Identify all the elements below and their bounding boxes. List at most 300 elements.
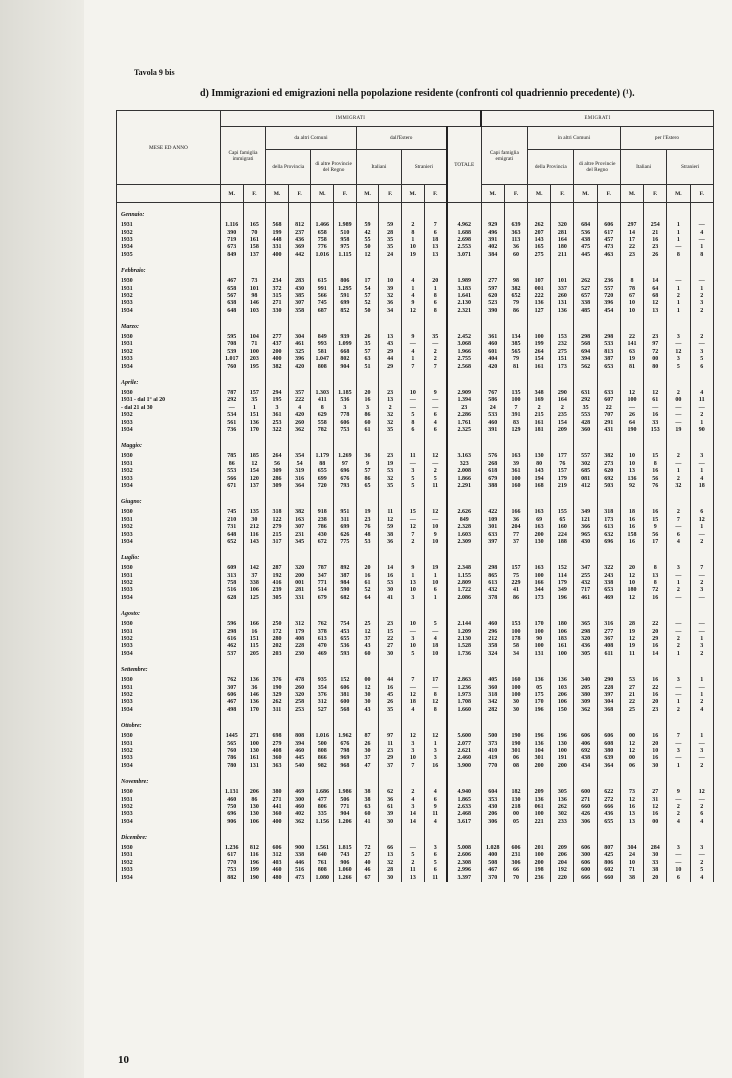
- table-cell: 17: [356, 278, 379, 285]
- table-cell: 258: [288, 699, 311, 706]
- table-cell: 235: [551, 412, 574, 419]
- empty-cell: [311, 770, 334, 789]
- table-cell: 2: [667, 587, 690, 594]
- table-cell: 460: [220, 796, 243, 803]
- table-cell: 081: [574, 475, 597, 482]
- empty-cell: [620, 371, 643, 390]
- empty-cell: [288, 602, 311, 621]
- table-cell: 432: [574, 580, 597, 587]
- table-cell: 152: [334, 677, 357, 684]
- table-cell: 597: [481, 285, 504, 292]
- table-cell: 2.286: [447, 412, 481, 419]
- empty-cell: [379, 602, 402, 621]
- empty-cell: [528, 602, 551, 621]
- table-cell: —: [402, 517, 425, 524]
- table-row: [117, 419, 714, 426]
- empty-cell: [220, 490, 243, 509]
- table-cell: —: [667, 573, 690, 580]
- empty-cell: [356, 259, 379, 278]
- table-cell: 11: [424, 874, 447, 881]
- empty-cell: [620, 490, 643, 509]
- table-cell: 220: [551, 874, 574, 881]
- empty-cell: [551, 602, 574, 621]
- table-cell: 430: [311, 531, 334, 538]
- empty-cell: [311, 826, 334, 845]
- table-cell: 317: [266, 539, 289, 546]
- table-cell: 2: [690, 651, 714, 658]
- table-cell: 425: [597, 852, 620, 859]
- empty-cell: [528, 658, 551, 677]
- table-cell: 83: [504, 419, 527, 426]
- table-cell: 36: [504, 244, 527, 251]
- table-cell: 613: [481, 580, 504, 587]
- table-cell: —: [667, 628, 690, 635]
- table-cell: 325: [288, 349, 311, 356]
- table-cell: 410: [481, 748, 504, 755]
- table-cell: 36: [379, 539, 402, 546]
- table-cell: 136: [243, 677, 266, 684]
- table-cell: 2.308: [447, 860, 481, 867]
- table-cell: 358: [288, 308, 311, 315]
- table-cell: 90: [528, 636, 551, 643]
- row-year-label: 1933: [117, 531, 221, 538]
- table-cell: 163: [288, 517, 311, 524]
- table-cell: 23: [620, 252, 643, 259]
- table-cell: 387: [334, 573, 357, 580]
- table-row: [117, 845, 714, 852]
- table-cell: 363: [266, 763, 289, 770]
- table-cell: 3: [690, 587, 714, 594]
- table-cell: 10: [424, 580, 447, 587]
- row-year-label: 1932: [117, 804, 221, 811]
- table-cell: 17: [620, 237, 643, 244]
- empty-cell: [551, 826, 574, 845]
- table-cell: 300: [288, 796, 311, 803]
- empty-cell: [311, 658, 334, 677]
- table-cell: —: [690, 237, 714, 244]
- table-cell: 35: [379, 237, 402, 244]
- section-month-label: Agosto:: [117, 602, 221, 621]
- empty-cell: [504, 371, 527, 390]
- table-cell: 786: [311, 524, 334, 531]
- table-cell: 12: [667, 349, 690, 356]
- table-cell: 14: [620, 229, 643, 236]
- table-cell: 666: [574, 874, 597, 881]
- table-cell: 9: [424, 804, 447, 811]
- row-year-label: 1932: [117, 293, 221, 300]
- empty-cell: [220, 602, 243, 621]
- table-cell: 16: [644, 677, 667, 684]
- table-cell: 72: [644, 587, 667, 594]
- empty-cell: [644, 546, 667, 565]
- table-cell: 363: [504, 229, 527, 236]
- table-cell: 25: [356, 621, 379, 628]
- table-cell: 1: [690, 468, 714, 475]
- table-cell: 141: [620, 341, 643, 348]
- table-cell: 306: [504, 860, 527, 867]
- table-cell: 666: [597, 804, 620, 811]
- table-cell: 655: [597, 818, 620, 825]
- empty-cell: [690, 770, 714, 789]
- table-cell: 161: [243, 755, 266, 762]
- section-month-label: Marzo:: [117, 315, 221, 334]
- table-cell: 2.309: [447, 539, 481, 546]
- table-row: [117, 252, 714, 259]
- table-cell: 211: [551, 252, 574, 259]
- table-cell: 3: [690, 453, 714, 460]
- table-cell: 533: [481, 412, 504, 419]
- section-header-row: [117, 259, 714, 278]
- table-cell: 30: [379, 818, 402, 825]
- table-cell: 9: [644, 524, 667, 531]
- table-cell: 153: [644, 427, 667, 434]
- table-cell: 34: [379, 308, 402, 315]
- empty-cell: [481, 658, 504, 677]
- table-cell: 12: [243, 461, 266, 468]
- table-row: [117, 517, 714, 524]
- table-cell: 209: [528, 789, 551, 796]
- table-cell: 402: [481, 244, 504, 251]
- table-cell: 558: [311, 419, 334, 426]
- table-cell: 353: [481, 796, 504, 803]
- table-cell: 304: [620, 845, 643, 852]
- table-cell: 27: [356, 852, 379, 859]
- table-cell: 164: [551, 397, 574, 404]
- table-cell: 10: [424, 539, 447, 546]
- table-row: [117, 867, 714, 874]
- table-row: [117, 405, 714, 412]
- table-row: [117, 293, 714, 300]
- table-cell: 27: [644, 789, 667, 796]
- table-cell: 9: [402, 300, 425, 307]
- table-cell: 1: [690, 636, 714, 643]
- table-cell: 199: [266, 229, 289, 236]
- empty-cell: [424, 826, 447, 845]
- table-cell: —: [667, 852, 690, 859]
- table-cell: 337: [551, 285, 574, 292]
- table-cell: 696: [597, 539, 620, 546]
- empty-cell: [447, 546, 481, 565]
- table-cell: 64: [644, 285, 667, 292]
- empty-cell: [620, 658, 643, 677]
- row-year-label: 1931: [117, 461, 221, 468]
- table-cell: 61: [379, 804, 402, 811]
- table-cell: 48: [356, 531, 379, 538]
- table-cell: 54: [356, 285, 379, 292]
- table-row: [117, 811, 714, 818]
- table-cell: 20: [356, 565, 379, 572]
- empty-cell: [447, 371, 481, 390]
- table-cell: 10: [402, 621, 425, 628]
- table-cell: 116: [243, 531, 266, 538]
- empty-cell: [334, 826, 357, 845]
- table-cell: 282: [481, 707, 504, 714]
- table-cell: 1.528: [447, 643, 481, 650]
- table-row: [117, 707, 714, 714]
- table-cell: 606: [266, 845, 289, 852]
- row-year-label: 1932: [117, 468, 221, 475]
- table-cell: 1.047: [311, 356, 334, 363]
- table-cell: 687: [311, 308, 334, 315]
- table-cell: 218: [504, 804, 527, 811]
- table-cell: 212: [481, 636, 504, 643]
- table-cell: —: [667, 524, 690, 531]
- table-cell: 32: [379, 419, 402, 426]
- table-cell: 136: [528, 677, 551, 684]
- row-year-label: - dal 21 al 30: [117, 405, 221, 412]
- table-cell: 1: [402, 356, 425, 363]
- table-cell: 311: [334, 517, 357, 524]
- empty-cell: [690, 315, 714, 334]
- table-row: [117, 468, 714, 475]
- table-cell: 103: [551, 684, 574, 691]
- table-cell: 335: [311, 811, 334, 818]
- table-cell: 865: [481, 573, 504, 580]
- table-cell: 1.185: [334, 390, 357, 397]
- table-cell: 3.617: [447, 818, 481, 825]
- table-cell: 20: [620, 565, 643, 572]
- table-cell: 231: [288, 531, 311, 538]
- row-year-label: 1933: [117, 699, 221, 706]
- table-cell: 448: [266, 237, 289, 244]
- table-cell: 294: [266, 390, 289, 397]
- table-cell: 340: [574, 677, 597, 684]
- header-femmine: F.: [644, 185, 667, 203]
- table-cell: 35: [574, 405, 597, 412]
- table-cell: 566: [311, 293, 334, 300]
- table-cell: 397: [597, 692, 620, 699]
- table-cell: 9: [667, 789, 690, 796]
- table-cell: 378: [311, 628, 334, 635]
- table-cell: 101: [243, 285, 266, 292]
- table-cell: 719: [220, 237, 243, 244]
- migration-table: [116, 110, 714, 882]
- table-cell: 63: [356, 804, 379, 811]
- table-cell: 3: [667, 748, 690, 755]
- row-year-label: 1934: [117, 595, 221, 602]
- table-cell: 3: [424, 845, 447, 852]
- table-cell: 626: [334, 531, 357, 538]
- table-cell: 540: [288, 763, 311, 770]
- table-cell: 354: [288, 453, 311, 460]
- table-cell: 64: [620, 419, 643, 426]
- empty-cell: [620, 714, 643, 733]
- empty-cell: [402, 714, 425, 733]
- empty-cell: [528, 434, 551, 453]
- table-cell: —: [620, 405, 643, 412]
- table-cell: 2.460: [447, 755, 481, 762]
- row-year-label: 1933: [117, 356, 221, 363]
- empty-cell: [288, 203, 311, 223]
- table-cell: 1: [690, 692, 714, 699]
- table-cell: 16: [644, 643, 667, 650]
- table-cell: 36: [243, 684, 266, 691]
- header-altre-provincie: di altre Provincie del Regno: [311, 150, 356, 185]
- table-cell: 508: [481, 860, 504, 867]
- table-cell: 76: [644, 483, 667, 490]
- table-row: [117, 278, 714, 285]
- table-cell: 8: [402, 419, 425, 426]
- table-cell: 1.116: [220, 222, 243, 229]
- table-row: [117, 300, 714, 307]
- table-cell: 116: [243, 852, 266, 859]
- table-cell: 419: [481, 755, 504, 762]
- table-cell: 304: [288, 334, 311, 341]
- empty-cell: [266, 315, 289, 334]
- table-row: [117, 733, 714, 740]
- table-cell: 26: [644, 252, 667, 259]
- table-cell: 500: [311, 740, 334, 747]
- table-cell: —: [690, 852, 714, 859]
- row-year-label: 1933: [117, 300, 221, 307]
- table-cell: 5: [424, 621, 447, 628]
- table-cell: 782: [311, 427, 334, 434]
- table-cell: 382: [597, 453, 620, 460]
- table-cell: 461: [288, 341, 311, 348]
- table-cell: 2.086: [447, 595, 481, 602]
- table-cell: 454: [597, 308, 620, 315]
- table-cell: 166: [504, 509, 527, 516]
- table-cell: 381: [334, 692, 357, 699]
- header-maschi: M.: [402, 185, 425, 203]
- table-row: [117, 748, 714, 755]
- table-cell: 130: [243, 748, 266, 755]
- table-row: [117, 237, 714, 244]
- empty-cell: [574, 714, 597, 733]
- empty-cell: [356, 770, 379, 789]
- table-cell: 3.397: [447, 874, 481, 881]
- empty-cell: [356, 826, 379, 845]
- empty-cell: [644, 770, 667, 789]
- table-cell: 315: [266, 293, 289, 300]
- table-cell: 5: [690, 356, 714, 363]
- table-cell: 318: [481, 692, 504, 699]
- table-cell: 380: [574, 692, 597, 699]
- table-cell: 5: [690, 867, 714, 874]
- empty-cell: [243, 259, 266, 278]
- table-cell: 143: [528, 237, 551, 244]
- table-cell: 437: [266, 341, 289, 348]
- table-cell: 660: [574, 804, 597, 811]
- table-row: [117, 341, 714, 348]
- row-year-label: 1932: [117, 349, 221, 356]
- table-cell: 20: [644, 874, 667, 881]
- table-cell: 639: [597, 755, 620, 762]
- table-cell: 30: [356, 748, 379, 755]
- empty-cell: [266, 602, 289, 621]
- table-cell: 153: [504, 621, 527, 628]
- table-cell: 22: [644, 621, 667, 628]
- empty-cell: [644, 602, 667, 621]
- table-cell: 1.986: [334, 789, 357, 796]
- header-mese: MESE ED ANNO: [117, 111, 221, 185]
- table-cell: 537: [220, 651, 243, 658]
- table-cell: 613: [311, 636, 334, 643]
- table-cell: 70: [243, 229, 266, 236]
- header-altre-provincie: di altre Provincie del Regno: [574, 150, 620, 185]
- table-cell: 4: [667, 818, 690, 825]
- table-cell: 38: [356, 796, 379, 803]
- table-cell: 131: [551, 300, 574, 307]
- table-cell: 496: [481, 229, 504, 236]
- table-cell: 9: [402, 565, 425, 572]
- table-cell: 660: [597, 874, 620, 881]
- empty-cell: [356, 546, 379, 565]
- table-cell: 86: [356, 475, 379, 482]
- table-cell: 4: [402, 278, 425, 285]
- table-cell: 131: [243, 763, 266, 770]
- table-cell: 611: [597, 651, 620, 658]
- empty-cell: [667, 770, 690, 789]
- table-cell: 199: [528, 341, 551, 348]
- row-year-label: 1933: [117, 237, 221, 244]
- empty-cell: [424, 714, 447, 733]
- table-cell: 254: [644, 222, 667, 229]
- table-cell: 196: [528, 733, 551, 740]
- section-month-label: Febbraio:: [117, 259, 221, 278]
- table-cell: 205: [574, 684, 597, 691]
- table-cell: 6: [690, 363, 714, 370]
- table-cell: 28: [379, 229, 402, 236]
- table-cell: 613: [597, 524, 620, 531]
- table-cell: 696: [220, 811, 243, 818]
- table-cell: 600: [574, 867, 597, 874]
- table-cell: 370: [481, 874, 504, 881]
- table-cell: 787: [220, 390, 243, 397]
- table-cell: 57: [356, 468, 379, 475]
- table-cell: 892: [334, 565, 357, 572]
- table-cell: 8: [667, 252, 690, 259]
- table-cell: 561: [220, 419, 243, 426]
- table-cell: —: [667, 461, 690, 468]
- table-cell: 00: [667, 397, 690, 404]
- table-cell: 338: [597, 580, 620, 587]
- row-year-label: 1932: [117, 692, 221, 699]
- table-cell: 12: [402, 524, 425, 531]
- table-cell: 200: [528, 763, 551, 770]
- table-cell: 290: [551, 390, 574, 397]
- table-cell: 130: [243, 811, 266, 818]
- table-cell: 30: [379, 587, 402, 594]
- table-cell: 001: [288, 580, 311, 587]
- table-cell: 207: [528, 229, 551, 236]
- table-cell: 272: [597, 796, 620, 803]
- table-cell: 37: [379, 763, 402, 770]
- table-cell: 130: [551, 740, 574, 747]
- table-cell: 673: [220, 244, 243, 251]
- table-cell: 514: [311, 587, 334, 594]
- table-cell: 70: [504, 874, 527, 881]
- table-cell: 196: [243, 860, 266, 867]
- empty-cell: [597, 714, 620, 733]
- empty-cell: [311, 490, 334, 509]
- table-cell: 11: [690, 397, 714, 404]
- table-cell: 142: [243, 565, 266, 572]
- table-cell: 106: [243, 818, 266, 825]
- empty-cell: [402, 434, 425, 453]
- table-cell: 10: [620, 461, 643, 468]
- header-maschi: M.: [667, 185, 690, 203]
- table-cell: 13: [379, 852, 402, 859]
- table-cell: 445: [288, 755, 311, 762]
- table-cell: 1.060: [334, 867, 357, 874]
- table-cell: 143: [528, 468, 551, 475]
- empty-cell: [424, 315, 447, 334]
- table-cell: 22: [620, 244, 643, 251]
- empty-cell: [644, 658, 667, 677]
- table-cell: 209: [551, 845, 574, 852]
- table-cell: 11: [424, 483, 447, 490]
